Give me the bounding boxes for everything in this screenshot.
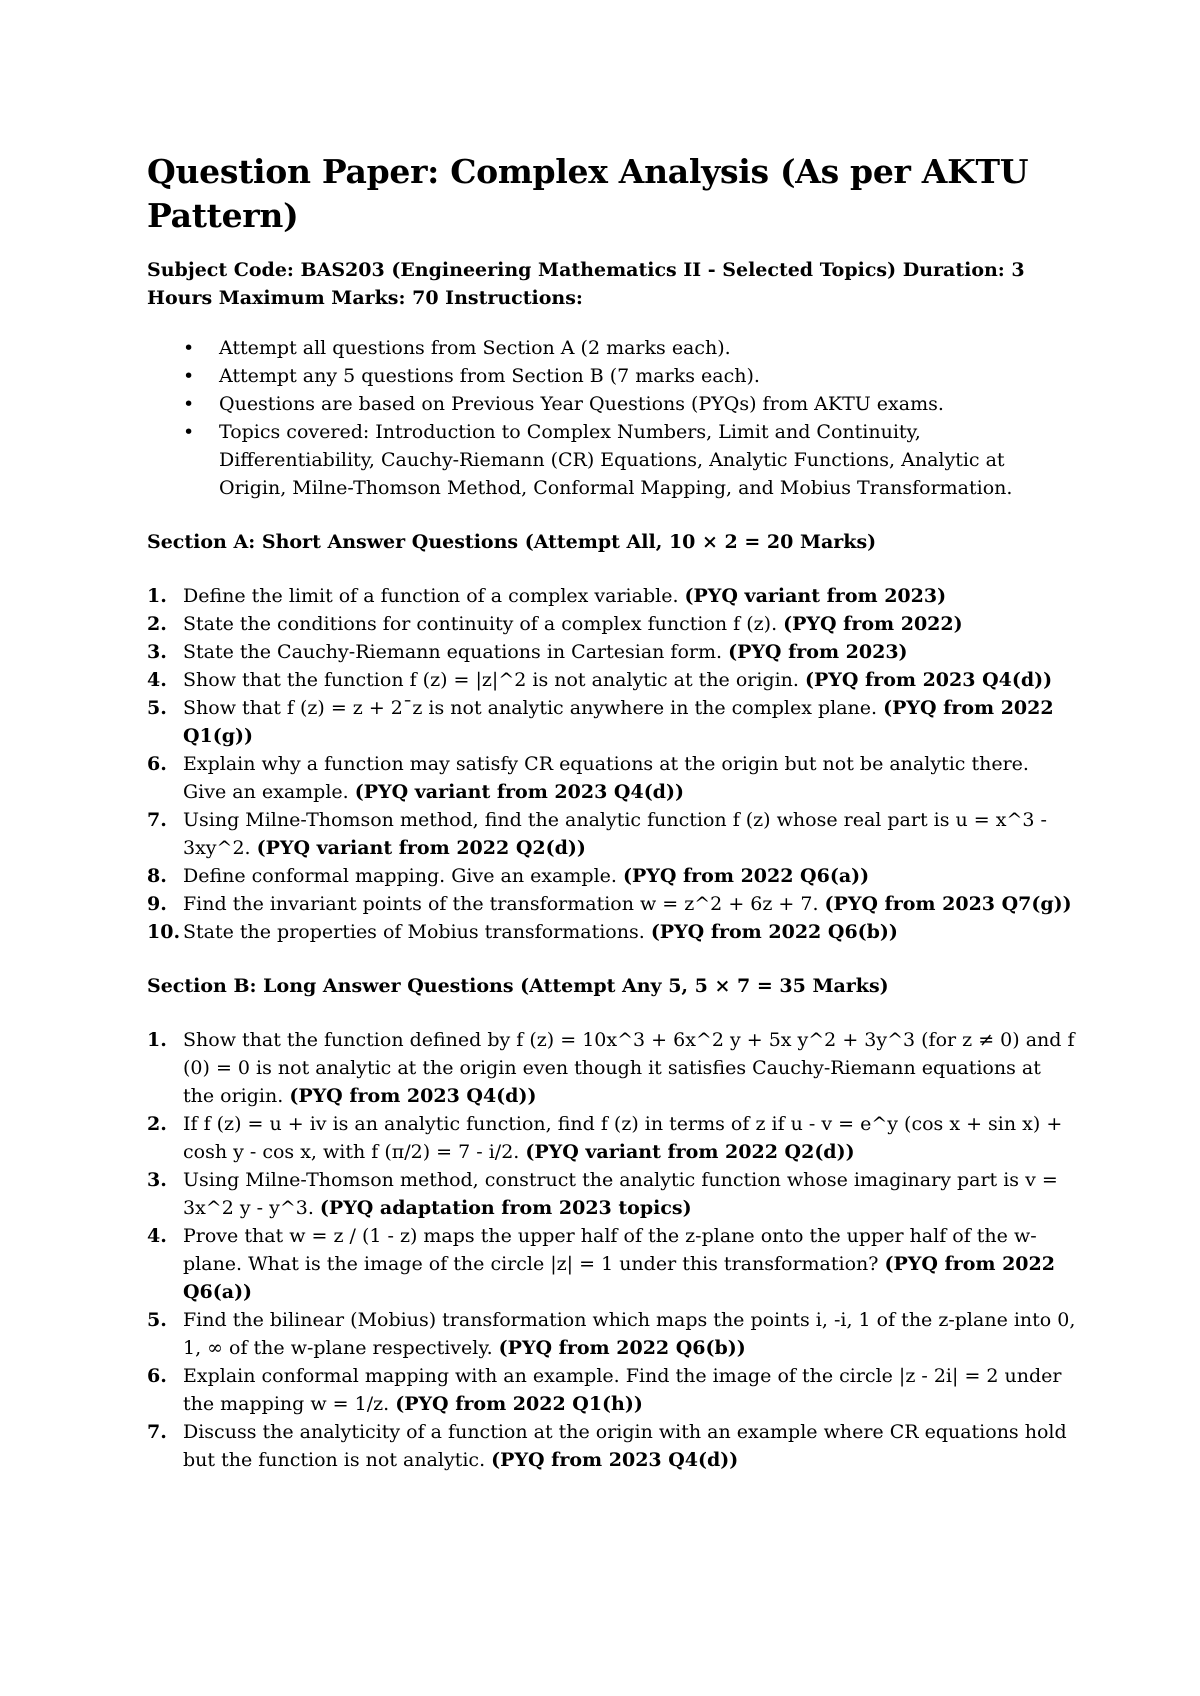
pyq-tag: (PYQ adaptation from 2023 topics) [319, 1197, 692, 1219]
exam-meta: Subject Code: BAS203 (Engineering Mathematics II - Selected Topics) Duration: 3 Hours Maximum Marks: 70 Instructions: [147, 259, 1025, 309]
pyq-tag: (PYQ from 2022 Q6(b)) [498, 1337, 746, 1359]
section-b-question [147, 1166, 1077, 1222]
question-text: Show that f (z) = z + 2¯z is not analytic anywhere in the complex plane. [183, 697, 878, 719]
question-number: 8. [147, 865, 167, 887]
question-number: 9. [147, 893, 167, 915]
question-number: 1. [147, 1029, 167, 1051]
pyq-tag: (PYQ from 2023 Q4(d)) [491, 1449, 739, 1471]
section-b-question [147, 1026, 1077, 1110]
section-a-question [147, 666, 1077, 694]
pyq-tag: (PYQ from 2023 Q4(d)) [805, 669, 1053, 691]
pyq-tag: (PYQ variant from 2022 Q2(d)) [525, 1141, 855, 1163]
question-text: Define conformal mapping. Give an example. [183, 865, 617, 887]
bullet-icon: • [183, 337, 195, 359]
section-a-question [147, 610, 1077, 638]
question-number: 2. [147, 613, 167, 635]
question-text: Show that the function f (z) = |z|^2 is not analytic at the origin. [183, 669, 799, 691]
question-text: Explain why a function may satisfy CR equations at the origin but not be analytic there. Give an example. [183, 753, 1029, 803]
section-b-heading: Section B: Long Answer Questions (Attempt Any 5, 5 × 7 = 35 Marks) [147, 975, 889, 997]
section-a-question [147, 750, 1077, 806]
question-text: State the conditions for continuity of a complex function f (z). [183, 613, 778, 635]
question-text: If f (z) = u + iv is an analytic function, find f (z) in terms of z if u - v = e^y (cos x + sin x) + cosh y - cos x, with f (π/2) = 7 - i/2. [183, 1113, 1063, 1163]
section-a-question [147, 694, 1077, 750]
question-number: 10. [147, 921, 181, 943]
instruction-text: Topics covered: Introduction to Complex Numbers, Limit and Continuity, Differentiability, Cauchy-Riemann (CR) Equations, Analytic Functions, Analytic at Origin, Milne-Thomson Method, Conformal Mapping, and Mobius Transformation. [219, 421, 1013, 499]
question-text: Using Milne-Thomson method, construct the analytic function whose imaginary part is v = 3x^2 y - y^3. [183, 1169, 1058, 1219]
instructions-list [147, 334, 1077, 502]
pyq-tag: (PYQ from 2022 Q1(g)) [183, 697, 1054, 747]
question-number: 3. [147, 641, 167, 663]
question-text: Find the invariant points of the transformation w = z^2 + 6z + 7. [183, 893, 819, 915]
section-b-question-list [147, 1026, 1077, 1474]
section-a-heading: Section A: Short Answer Questions (Attempt All, 10 × 2 = 20 Marks) [147, 531, 877, 553]
instruction-item [183, 418, 1077, 502]
instruction-text: Questions are based on Previous Year Questions (PYQs) from AKTU exams. [219, 393, 944, 415]
page-title: Question Paper: Complex Analysis (As per AKTU Pattern) [147, 152, 1029, 235]
question-number: 5. [147, 1309, 167, 1331]
document-page [147, 150, 1077, 1500]
pyq-tag: (PYQ from 2022) [783, 613, 963, 635]
pyq-tag: (PYQ from 2023 Q7(g)) [824, 893, 1072, 915]
instruction-text: Attempt any 5 questions from Section B (7 marks each). [219, 365, 760, 387]
pyq-tag: (PYQ from 2023 Q4(d)) [289, 1085, 537, 1107]
question-text: State the properties of Mobius transformations. [183, 921, 645, 943]
instruction-item [183, 390, 1077, 418]
question-text: Prove that w = z / (1 - z) maps the upper half of the z-plane onto the upper half of the w-plane. What is the image of the circle |z| = 1 under this transformation? [183, 1225, 1037, 1275]
section-b-question [147, 1362, 1077, 1418]
section-a-question [147, 862, 1077, 890]
question-text: State the Cauchy-Riemann equations in Cartesian form. [183, 641, 723, 663]
pyq-tag: (PYQ from 2022 Q6(a)) [183, 1253, 1055, 1303]
section-b-question [147, 1222, 1077, 1306]
section-a-question [147, 806, 1077, 862]
pyq-tag: (PYQ variant from 2022 Q2(d)) [256, 837, 586, 859]
section-a-question [147, 582, 1077, 610]
section-b-question [147, 1306, 1077, 1362]
bullet-icon: • [183, 421, 195, 443]
question-number: 6. [147, 1365, 167, 1387]
question-text: Using Milne-Thomson method, find the analytic function f (z) whose real part is u = x^3 - 3xy^2. [183, 809, 1047, 859]
section-a-question [147, 918, 1077, 946]
question-number: 1. [147, 585, 167, 607]
question-number: 6. [147, 753, 167, 775]
bullet-icon: • [183, 365, 195, 387]
pyq-tag: (PYQ from 2022 Q6(b)) [650, 921, 898, 943]
section-b-question [147, 1110, 1077, 1166]
question-number: 7. [147, 809, 167, 831]
question-text: Show that the function defined by f (z) = 10x^3 + 6x^2 y + 5x y^2 + 3y^3 (for z ≠ 0) and f (0) = 0 is not analytic at the origin even though it satisfies Cauchy-Riemann equations at the origin. [183, 1029, 1075, 1107]
question-text: Discuss the analyticity of a function at the origin with an example where CR equations hold but the function is not analytic. [183, 1421, 1067, 1471]
pyq-tag: (PYQ from 2023) [728, 641, 908, 663]
pyq-tag: (PYQ variant from 2023 Q4(d)) [354, 781, 684, 803]
question-number: 4. [147, 1225, 167, 1247]
question-text: Explain conformal mapping with an example. Find the image of the circle |z - 2i| = 2 under the mapping w = 1/z. [183, 1365, 1062, 1415]
bullet-icon: • [183, 393, 195, 415]
pyq-tag: (PYQ variant from 2023) [684, 585, 947, 607]
section-a-question [147, 638, 1077, 666]
instruction-text: Attempt all questions from Section A (2 marks each). [219, 337, 731, 359]
section-a-question [147, 890, 1077, 918]
question-number: 4. [147, 669, 167, 691]
pyq-tag: (PYQ from 2022 Q1(h)) [395, 1393, 643, 1415]
question-text: Define the limit of a function of a complex variable. [183, 585, 679, 607]
section-b-question [147, 1418, 1077, 1474]
question-number: 5. [147, 697, 167, 719]
question-number: 3. [147, 1169, 167, 1191]
section-a-question-list [147, 582, 1077, 946]
pyq-tag: (PYQ from 2022 Q6(a)) [622, 865, 870, 887]
question-number: 2. [147, 1113, 167, 1135]
question-text: Find the bilinear (Mobius) transformation which maps the points i, -i, 1 of the z-plane into 0, 1, ∞ of the w-plane respectively. [183, 1309, 1076, 1359]
instruction-item [183, 362, 1077, 390]
question-number: 7. [147, 1421, 167, 1443]
instruction-item [183, 334, 1077, 362]
